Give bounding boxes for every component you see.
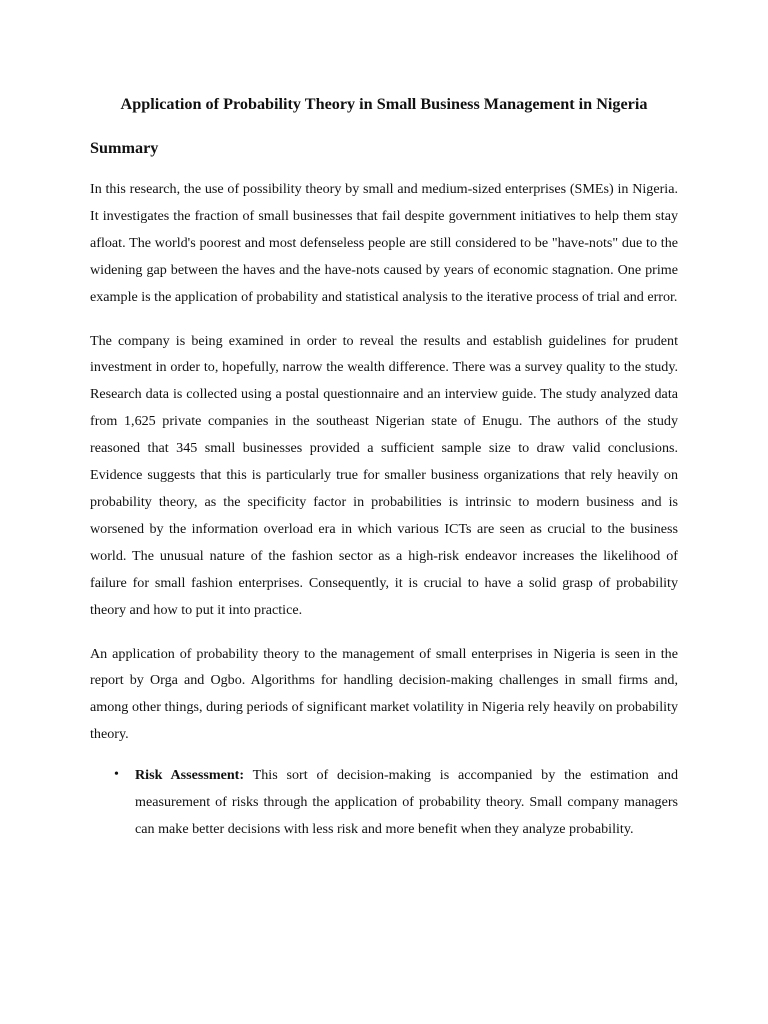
- bullet-marker-icon: •: [114, 767, 119, 783]
- paragraph-3: An application of probability theory to the management of small enterprises in Nigeria is seen in the report by Orga and Ogbo. Algorithms for handling decision-making challenges in small firms and, among other things, during periods of significant market volatility in Nigeria rely heavily on probability theory.: [90, 645, 678, 743]
- bullet-text: This sort of decision-making is accompanied by the estimation and measurement of risks through the application of probability theory. Small company managers can make better decisions with less risk and more benefit when they analyze probability.: [135, 767, 678, 837]
- bullet-risk-assessment: [90, 762, 678, 843]
- bullet-term: Risk Assessment:: [135, 767, 245, 784]
- paragraph-1: In this research, the use of possibility theory by small and medium-sized enterprises (SMEs) in Nigeria. It investigates the fraction of small businesses that fail despite government initiatives to help them stay afloat. The world's poorest and most defenseless people are still considered to be "have-nots" due to the widening gap between the haves and the have-nots caused by years of economic stagnation. One prime example is the application of probability and statistical analysis to the iterative process of trial and error.: [90, 181, 678, 305]
- bullet-list: [90, 762, 678, 843]
- document-title: Application of Probability Theory in Small Business Management in Nigeria: [120, 95, 648, 113]
- summary-heading: Summary: [90, 139, 159, 157]
- paragraph-2: The company is being examined in order to reveal the results and establish guidelines for prudent investment in order to, hopefully, narrow the wealth difference. There was a survey quality to the study. Research data is collected using a postal questionnaire and an interview guide. The study analyzed data from 1,625 private companies in the southeast Nigerian state of Enugu. The authors of the study reasoned that 345 small businesses provided a sufficient sample size to draw valid conclusions. Evidence suggests that this is particularly true for smaller business organizations that rely heavily on probability theory, as the specificity factor in probabilities is intrinsic to modern business and is worsened by the information overload era in which various ICTs are seen as crucial to the business world. The unusual nature of the fashion sector as a high-risk endeavor increases the likelihood of failure for small fashion enterprises. Consequently, it is crucial to have a solid grasp of probability theory and how to put it into practice.: [90, 332, 678, 618]
